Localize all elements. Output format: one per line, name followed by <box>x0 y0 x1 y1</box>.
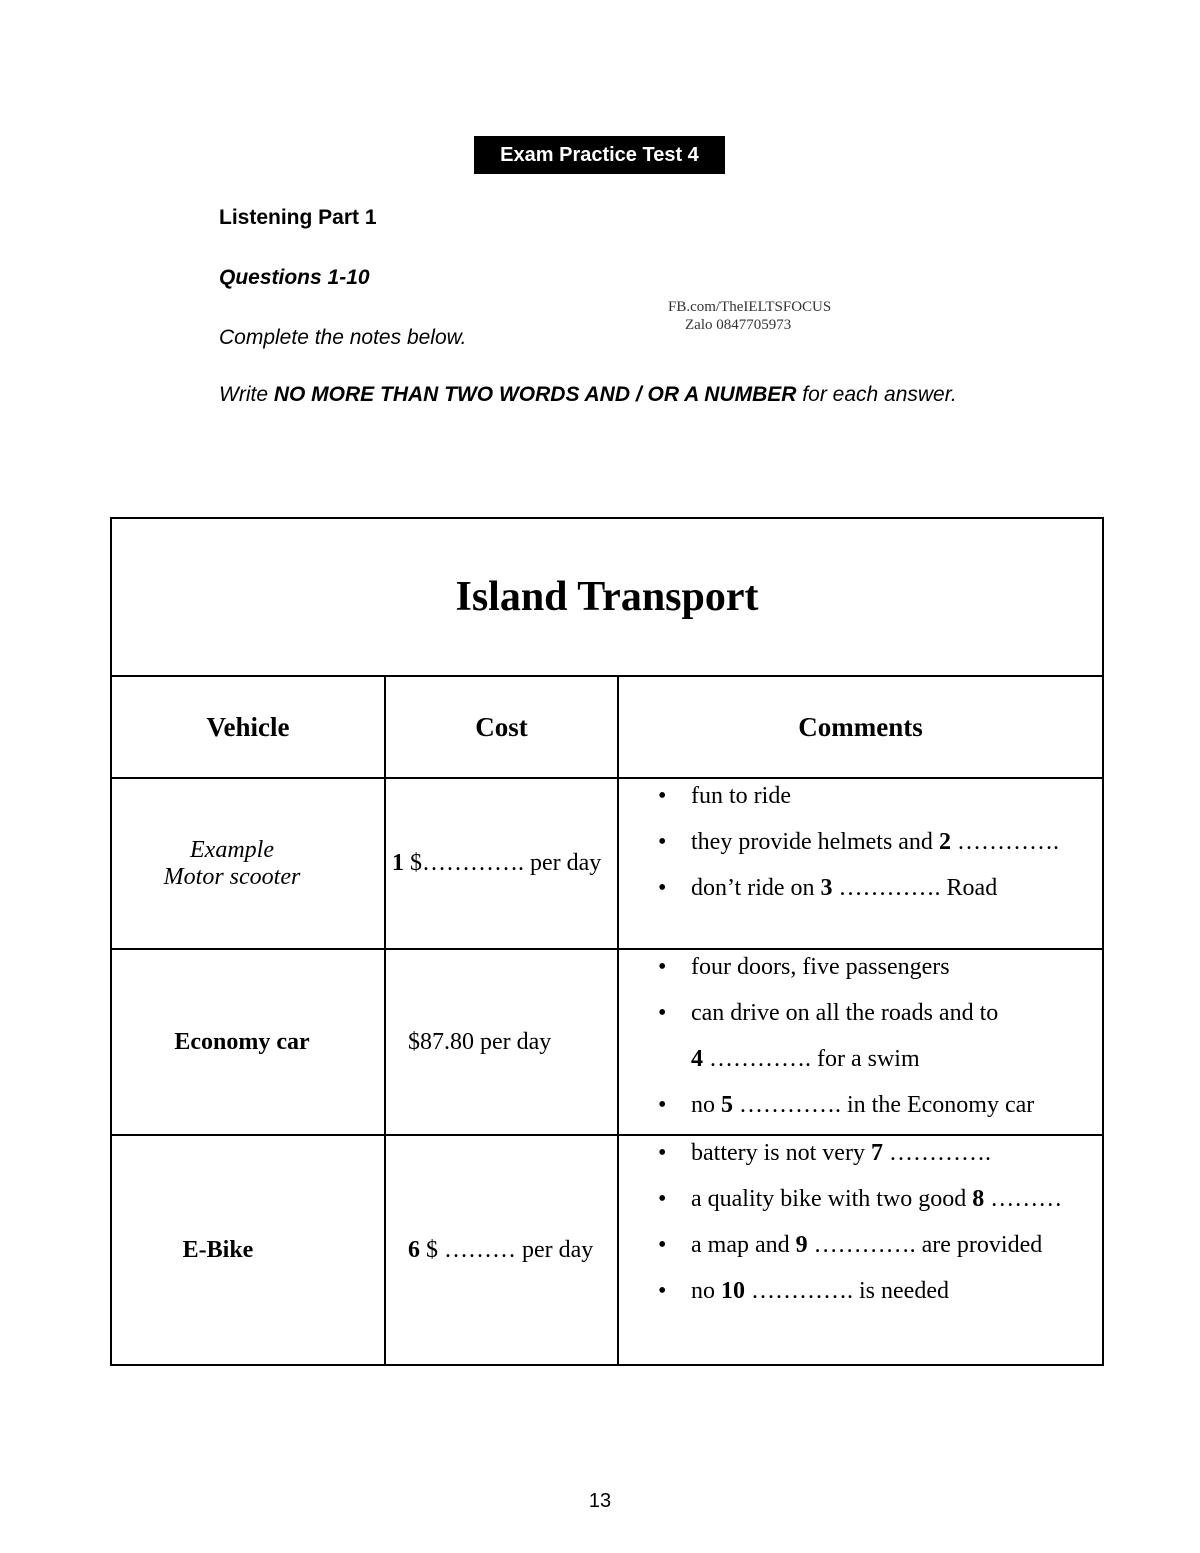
cost-cell <box>385 1135 618 1365</box>
instruction-word-limit <box>219 383 957 407</box>
question-number: 1 <box>392 850 404 876</box>
comment-item: • a map and 9 …………. are provided <box>691 1222 1102 1268</box>
cost-cell: $87.80 per day <box>385 949 618 1135</box>
comments-cell <box>618 1135 1103 1365</box>
watermark-line-1: FB.com/TheIELTSFOCUS <box>668 299 832 315</box>
cost-text: $ ……… per day <box>420 1236 594 1263</box>
comment-item: • a quality bike with two good 8 ……… <box>691 1176 1102 1222</box>
vehicle-cell <box>111 778 385 949</box>
vehicle-name: Motor scooter <box>163 863 301 890</box>
table-row <box>111 1135 1103 1365</box>
header-comments: Comments <box>618 676 1103 778</box>
section-heading: Listening Part 1 <box>219 206 377 229</box>
page-number: 13 <box>588 1490 612 1512</box>
instruction-pre: Write <box>219 383 274 406</box>
transport-table <box>110 517 1104 1366</box>
table-row <box>111 778 1103 949</box>
instruction-bold: NO MORE THAN TWO WORDS AND / OR A NUMBER <box>273 383 797 406</box>
comment-item: • can drive on all the roads and to <box>691 990 1102 1036</box>
vehicle-cell: Economy car <box>111 949 385 1135</box>
instruction-complete: Complete the notes below. <box>219 326 467 349</box>
comment-item: • fun to ride <box>691 773 1102 819</box>
comment-item: • four doors, five passengers <box>691 944 1102 990</box>
header-vehicle: Vehicle <box>111 676 385 778</box>
comment-item: • no 5 …………. in the Economy car <box>691 1082 1102 1128</box>
table-title: Island Transport <box>111 518 1103 676</box>
comment-item: • battery is not very 7 …………. <box>691 1130 1102 1176</box>
example-label: Example <box>190 836 274 863</box>
vehicle-cell: E-Bike <box>111 1135 385 1365</box>
question-number: 6 <box>408 1236 420 1263</box>
instruction-post: for each answer. <box>796 383 957 406</box>
header-cost: Cost <box>385 676 618 778</box>
test-banner: Exam Practice Test 4 <box>474 136 725 174</box>
watermark-line-2: Zalo 0847705973 <box>685 317 792 333</box>
comment-item: • no 10 …………. is needed <box>691 1268 1102 1314</box>
comments-cell <box>618 778 1103 949</box>
cost-text: $…………. per day <box>404 850 602 876</box>
comments-cell <box>618 949 1103 1135</box>
cost-cell <box>385 778 618 949</box>
comment-item: 4 …………. for a swim <box>691 1046 920 1072</box>
table-row <box>111 949 1103 1135</box>
questions-heading: Questions 1-10 <box>219 266 370 289</box>
comment-item: • don’t ride on 3 …………. Road <box>691 865 1102 911</box>
comment-item: • they provide helmets and 2 …………. <box>691 819 1102 865</box>
